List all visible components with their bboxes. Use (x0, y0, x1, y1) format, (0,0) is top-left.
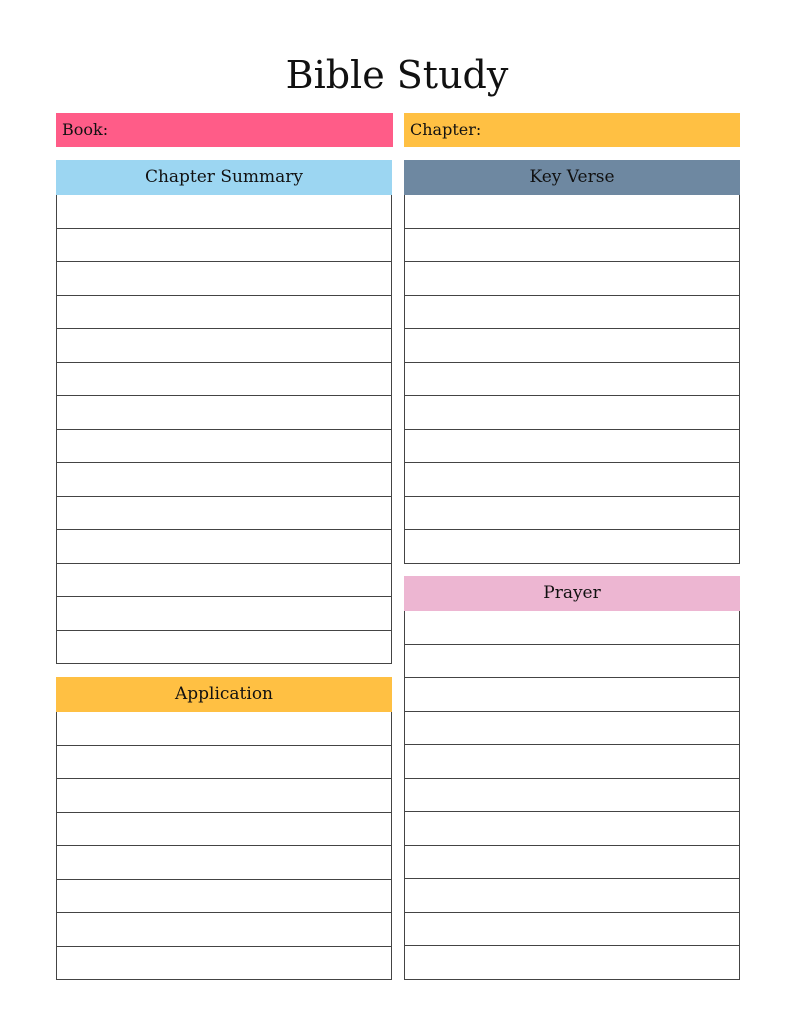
application-header: Application (56, 677, 392, 712)
writing-line[interactable] (404, 396, 740, 430)
writing-line[interactable] (404, 497, 740, 531)
writing-line[interactable] (404, 946, 740, 980)
writing-line[interactable] (404, 363, 740, 397)
writing-line[interactable] (56, 913, 392, 947)
page-title: Bible Study (285, 53, 509, 97)
writing-line[interactable] (404, 712, 740, 746)
writing-line[interactable] (404, 430, 740, 464)
chapter-field[interactable] (404, 113, 740, 147)
writing-line[interactable] (404, 779, 740, 813)
writing-line[interactable] (404, 530, 740, 564)
writing-line[interactable] (404, 296, 740, 330)
writing-line[interactable] (404, 846, 740, 880)
writing-line[interactable] (56, 530, 392, 564)
writing-line[interactable] (56, 463, 392, 497)
prayer-section (404, 576, 740, 980)
writing-line[interactable] (56, 947, 392, 981)
writing-line[interactable] (404, 645, 740, 679)
writing-line[interactable] (56, 846, 392, 880)
chapter-summary-header: Chapter Summary (56, 160, 392, 195)
writing-line[interactable] (404, 745, 740, 779)
key-verse-section (404, 160, 740, 564)
key-verse-lines (404, 195, 740, 564)
book-field[interactable] (56, 113, 393, 147)
writing-line[interactable] (56, 746, 392, 780)
application-lines (56, 712, 392, 980)
writing-line[interactable] (404, 812, 740, 846)
writing-line[interactable] (404, 262, 740, 296)
writing-line[interactable] (56, 779, 392, 813)
writing-line[interactable] (404, 678, 740, 712)
writing-line[interactable] (56, 813, 392, 847)
writing-line[interactable] (56, 712, 392, 746)
writing-line[interactable] (56, 497, 392, 531)
writing-line[interactable] (56, 195, 392, 229)
application-section (56, 677, 392, 980)
chapter-summary-lines (56, 195, 392, 664)
book-label: Book: (62, 120, 109, 139)
key-verse-header: Key Verse (404, 160, 740, 195)
writing-line[interactable] (56, 430, 392, 464)
writing-line[interactable] (404, 329, 740, 363)
writing-line[interactable] (56, 262, 392, 296)
writing-line[interactable] (56, 229, 392, 263)
chapter-summary-section (56, 160, 392, 664)
writing-line[interactable] (404, 913, 740, 947)
writing-line[interactable] (404, 463, 740, 497)
prayer-header: Prayer (404, 576, 740, 611)
chapter-label: Chapter: (410, 120, 482, 139)
writing-line[interactable] (404, 611, 740, 645)
writing-line[interactable] (56, 363, 392, 397)
writing-line[interactable] (404, 195, 740, 229)
writing-line[interactable] (56, 597, 392, 631)
prayer-lines (404, 611, 740, 980)
writing-line[interactable] (56, 396, 392, 430)
writing-line[interactable] (56, 329, 392, 363)
writing-line[interactable] (56, 296, 392, 330)
writing-line[interactable] (404, 879, 740, 913)
writing-line[interactable] (404, 229, 740, 263)
writing-line[interactable] (56, 564, 392, 598)
writing-line[interactable] (56, 631, 392, 665)
writing-line[interactable] (56, 880, 392, 914)
